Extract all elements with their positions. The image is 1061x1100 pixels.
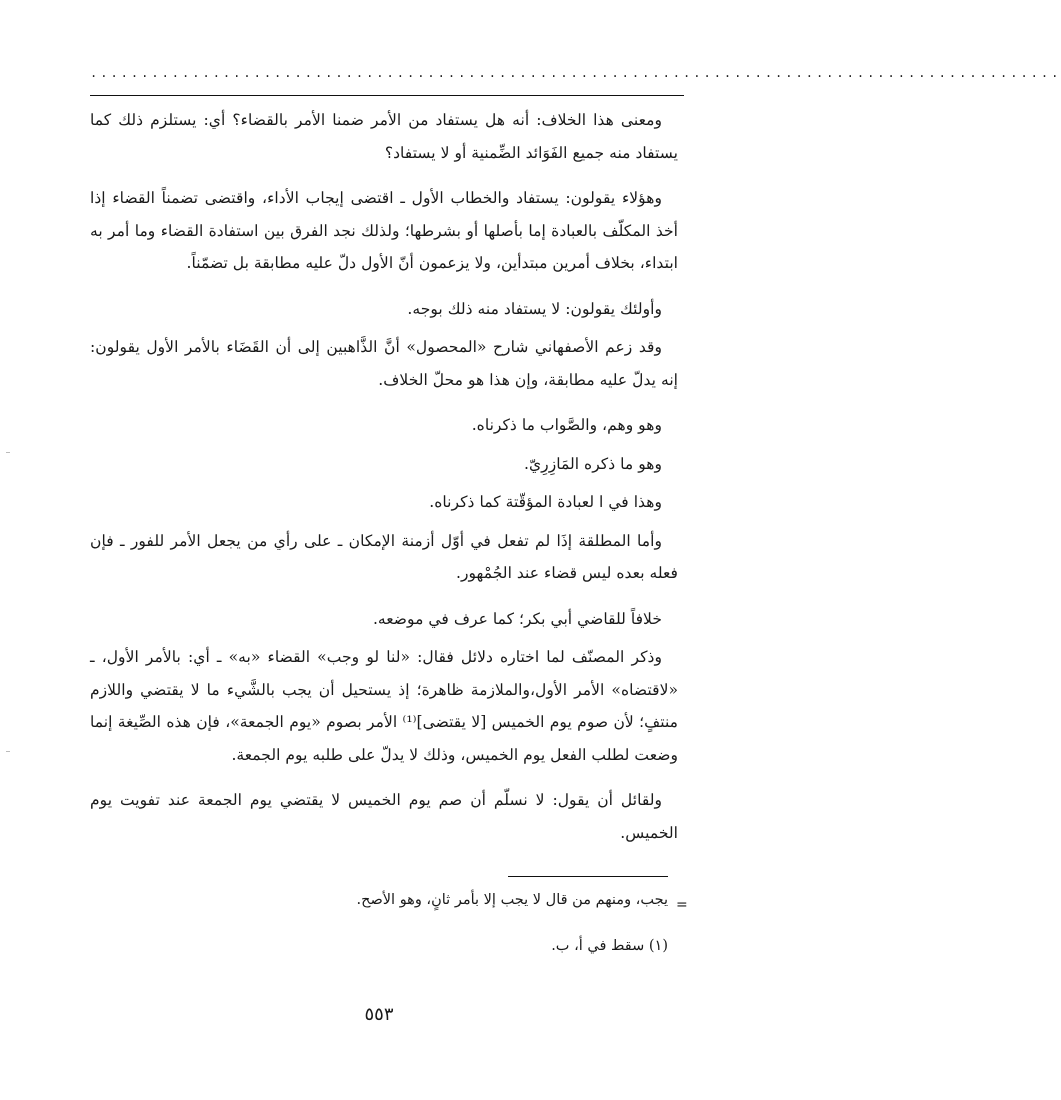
paragraph-1: ومعنى هذا الخلاف: أنه هل يستفاد من الأمر ضمنا الأمر بالقضاء؟ أي: يستلزم ذلك كما يستفاد منه جميع الفَوَائد الضِّمنية أو لا يستفاد؟: [90, 111, 678, 162]
paragraph-7: وهذا في ا لعبادة المؤقّتة كما ذكرناه.: [429, 493, 662, 511]
margin-mark: [6, 751, 10, 752]
paragraph-2: وهؤلاء يقولون: يستفاد والخطاب الأول ـ اقتضى إيجاب الأداء، واقتضى تضمناً القضاء إذا أخذ المكلّف بالعبادة إما بأصلها أو بشرطها؛ ولذلك نجد الفرق بين استفادة القضاء وما أمر به ابتداء، بخلاف أمرين مبتدأين، ولا يزعمون أنّ الأول دلّ عليه مطابقة بل تضمّناً.: [90, 189, 678, 272]
paragraph-9: خلافاً للقاضي أبي بكر؛ كما عرف في موضعه.: [372, 609, 662, 628]
footnote-rule: [508, 876, 668, 877]
footnote-1: (١) سقط في أ، ب.: [551, 938, 668, 954]
footnote-continuation-mark: =: [676, 897, 688, 913]
paragraph-10: وذكر المصنّف لما اختاره دلائل فقال: «لنا لو وجب» القضاء «به» ـ أي: بالأمر الأول، ـ «لاقتضاه» الأمر الأول،والملازمة ظاهرة؛ إذ يستحيل أن يجب بالشَّيء ما لا يقتضي واللازم منتفٍ؛ لأن صوم يوم الخميس [لا يقتضى]⁽¹⁾ الأمر بصوم «يوم الجمعة»، فإن هذه الصِّيغة إنما وضعت لطلب الفعل يوم الخميس، وذلك لا يدلّ على طلبه يوم الجمعة.: [90, 648, 678, 764]
paragraph-4: وقد زعم الأصفهاني شارح «المحصول» أنَّ الذَّاهبين إلى أن القَضَاء بالأمر الأول يقولون: إنه يدلّ عليه مطابقة، وإن هذا هو محلّ الخلاف.: [90, 338, 678, 389]
paragraph-8: وأما المطلقة إذَا لم تفعل في أوّل أزمنة الإمكان ـ على رأي من يجعل الأمر للفور ـ فإن فعله بعده ليس قضاء عند الجُمْهور.: [90, 531, 678, 582]
paragraph-11: ولقائل أن يقول: لا نسلّم أن صم يوم الخميس لا يقتضي يوم الجمعة عند تفويت يوم الخميس.: [90, 791, 678, 842]
footnote-continuation: يجب، ومنهم من قال لا يجب إلا بأمر ثانٍ، وهو الأصح.: [356, 892, 668, 908]
paragraph-6: وهو ما ذكره المَازِرِيّ.: [524, 454, 662, 473]
header-rule: [90, 95, 684, 96]
paragraph-5: وهو وهم، والصَّواب ما ذكرناه.: [471, 416, 662, 434]
main-text: [90, 104, 678, 862]
margin-mark: [6, 452, 10, 453]
paragraph-3: وأولئك يقولون: لا يستفاد منه ذلك بوجه.: [407, 299, 662, 318]
page-number: ٥٥٣: [364, 1004, 394, 1025]
header-dotted-line: ...............................................................................................: [90, 66, 1061, 80]
